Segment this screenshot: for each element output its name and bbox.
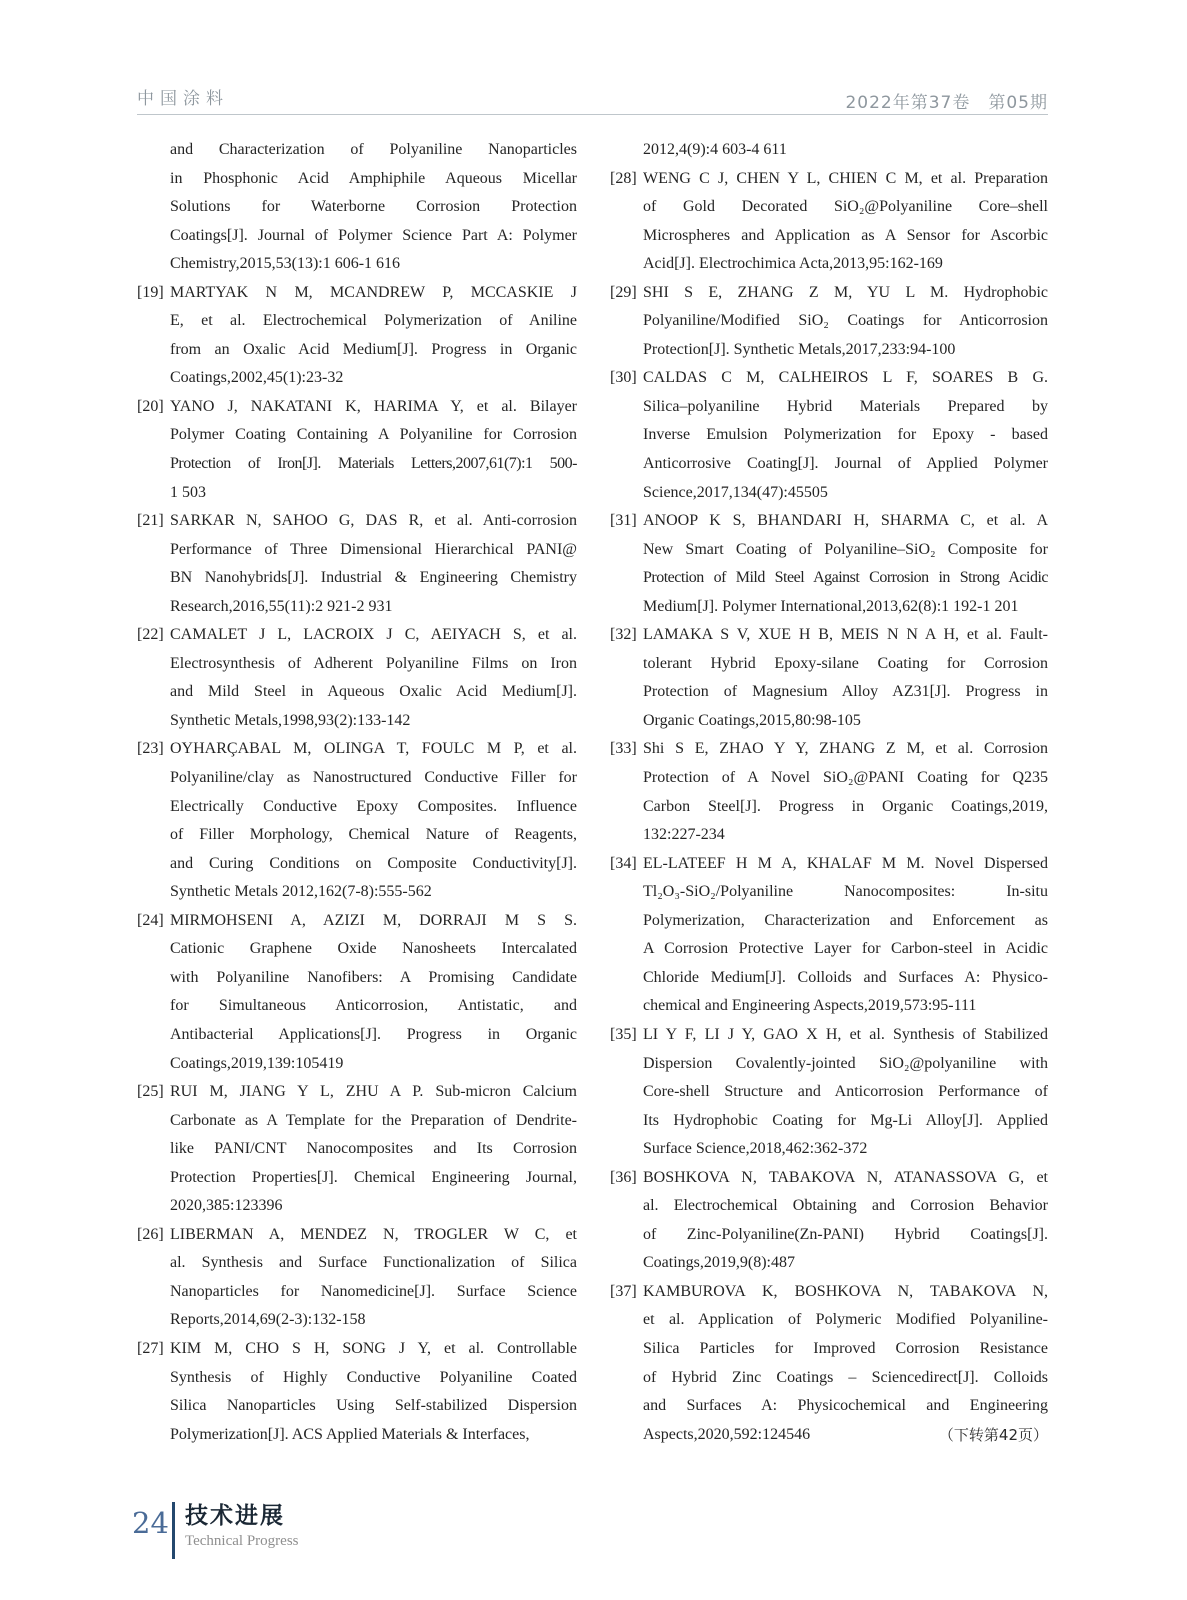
ref-line: and Characterization of Polyaniline Nanoparticles bbox=[170, 141, 577, 158]
ref-line: Solutions for Waterborne Corrosion Protection bbox=[170, 198, 577, 216]
reference-entry bbox=[610, 850, 1048, 1021]
ref-line: WENG C J, CHEN Y L, CHIEN C M, et al. Preparation bbox=[643, 169, 1048, 187]
ref-line: Silica Particles for Improved Corrosion Resistance bbox=[643, 1339, 1048, 1357]
ref-line: 1 503 bbox=[170, 483, 206, 501]
ref-line: ANOOP K S, BHANDARI H, SHARMA C, et al. A bbox=[643, 512, 1048, 530]
ref-line: Protection of A Novel SiO₂@PANI Coating for Q235 bbox=[643, 769, 1048, 787]
footer-divider-bar bbox=[172, 1502, 175, 1559]
reference-entry bbox=[137, 1221, 577, 1335]
ref-line: Coatings[J]. Journal of Polymer Science Part A: Polymer bbox=[170, 226, 577, 244]
ref-line: Science,2017,134(47):45505 bbox=[643, 483, 828, 501]
ref-line: Core-shell Structure and Anticorrosion Performance of bbox=[643, 1083, 1048, 1101]
ref-line: Electrosynthesis of Adherent Polyaniline Films on Iron bbox=[170, 654, 577, 672]
ref-line: Surface Science,2018,462:362-372 bbox=[643, 1140, 868, 1158]
reference-entry bbox=[610, 621, 1048, 735]
ref-line: Silica–polyaniline Hybrid Materials Prepared by bbox=[643, 397, 1048, 415]
reference-entry bbox=[137, 136, 577, 279]
ref-line: BN Nanohybrids[J]. Industrial & Engineering Chemistry bbox=[170, 569, 577, 587]
ref-number: [21] bbox=[137, 512, 164, 530]
ref-line: Research,2016,55(11):2 921-2 931 bbox=[170, 597, 393, 615]
ref-line: MARTYAK N M, MCANDREW P, MCCASKIE J bbox=[170, 283, 577, 301]
ref-line: Synthetic Metals,1998,93(2):133-142 bbox=[170, 711, 411, 729]
ref-line: E, et al. Electrochemical Polymerization of Aniline bbox=[170, 312, 577, 330]
ref-line: Protection[J]. Synthetic Metals,2017,233:94-100 bbox=[643, 340, 956, 358]
references-right-column bbox=[610, 136, 1048, 1449]
ref-number: [26] bbox=[137, 1225, 164, 1243]
reference-entry bbox=[610, 1021, 1048, 1164]
ref-number: [22] bbox=[137, 626, 164, 644]
ref-line: Acid[J]. Electrochimica Acta,2013,95:162-169 bbox=[643, 255, 943, 273]
ref-line: Organic Coatings,2015,80:98-105 bbox=[643, 711, 861, 729]
ref-line: al. Synthesis and Surface Functionalization of Silica bbox=[170, 1254, 577, 1272]
ref-number: [33] bbox=[610, 740, 637, 758]
ref-line: chemical and Engineering Aspects,2019,573:95-111 bbox=[643, 997, 977, 1015]
ref-line: A Corrosion Protective Layer for Carbon-steel in Acidic bbox=[643, 940, 1048, 958]
reference-entry bbox=[137, 1078, 577, 1221]
ref-line: Antibacterial Applications[J]. Progress in Organic bbox=[170, 1025, 577, 1043]
ref-line: CALDAS C M, CALHEIROS L F, SOARES B G. bbox=[643, 369, 1048, 387]
ref-line: Chemistry,2015,53(13):1 606-1 616 bbox=[170, 255, 401, 273]
ref-number: [20] bbox=[137, 397, 164, 415]
ref-line: Medium[J]. Polymer International,2013,62(8):1 192-1 201 bbox=[643, 597, 1019, 615]
ref-line: and Surfaces A: Physicochemical and Engineering bbox=[643, 1397, 1048, 1415]
ref-number: [37] bbox=[610, 1282, 637, 1300]
ref-line: Coatings,2019,9(8):487 bbox=[643, 1254, 795, 1272]
ref-line: Anticorrosive Coating[J]. Journal of Applied Polymer bbox=[643, 455, 1048, 473]
ref-line: KIM M, CHO S H, SONG J Y, et al. Controllable bbox=[170, 1339, 577, 1357]
ref-line: Dispersion Covalently-jointed SiO₂@polyaniline with bbox=[643, 1054, 1048, 1072]
ref-line: Cationic Graphene Oxide Nanosheets Intercalated bbox=[170, 940, 577, 958]
ref-line: MIRMOHSENI A, AZIZI M, DORRAJI M S S. bbox=[170, 911, 577, 929]
ref-line: and Curing Conditions on Composite Conductivity[J]. bbox=[170, 854, 577, 872]
issue-info: 2022年第37卷 第05期 bbox=[845, 93, 1048, 113]
ref-line: et al. Application of Polymeric Modified Polyaniline- bbox=[643, 1311, 1048, 1329]
ref-line: LI Y F, LI J Y, GAO X H, et al. Synthesis of Stabilized bbox=[643, 1025, 1048, 1043]
ref-line: tolerant Hybrid Epoxy-silane Coating for Corrosion bbox=[643, 654, 1048, 672]
ref-line: 2012,4(9):4 603-4 611 bbox=[643, 141, 787, 158]
ref-number: [28] bbox=[610, 169, 637, 187]
reference-entry bbox=[610, 364, 1048, 507]
ref-line: Carbon Steel[J]. Progress in Organic Coatings,2019, bbox=[643, 797, 1048, 815]
ref-line: like PANI/CNT Nanocomposites and Its Corrosion bbox=[170, 1140, 577, 1158]
ref-number: [29] bbox=[610, 283, 637, 301]
reference-entry bbox=[610, 735, 1048, 849]
reference-entry bbox=[610, 1278, 1048, 1449]
ref-line: BOSHKOVA N, TABAKOVA N, ATANASSOVA G, et bbox=[643, 1168, 1048, 1186]
ref-number: [36] bbox=[610, 1168, 637, 1186]
reference-entry bbox=[610, 507, 1048, 621]
ref-line: Carbonate as A Template for the Preparation of Dendrite- bbox=[170, 1111, 577, 1129]
ref-line: Protection of Iron[J]. Materials Letters,2007,61(7):1 500- bbox=[170, 455, 577, 473]
ref-line: Polymerization, Characterization and Enforcement as bbox=[643, 911, 1048, 929]
ref-line: Tl₂O₃-SiO₂/Polyaniline Nanocomposites: In-situ bbox=[643, 883, 1048, 901]
ref-line: Chloride Medium[J]. Colloids and Surfaces A: Physico- bbox=[643, 968, 1048, 986]
ref-line: Coatings,2019,139:105419 bbox=[170, 1054, 344, 1072]
reference-entry bbox=[137, 393, 577, 507]
references-section bbox=[137, 136, 1048, 1449]
ref-line: Protection Properties[J]. Chemical Engineering Journal, bbox=[170, 1168, 577, 1186]
ref-line: RUI M, JIANG Y L, ZHU A P. Sub-micron Calcium bbox=[170, 1083, 577, 1101]
reference-entry bbox=[137, 735, 577, 906]
ref-line: Inverse Emulsion Polymerization for Epoxy - based bbox=[643, 426, 1048, 444]
section-title-zh: 技术进展 bbox=[185, 1503, 285, 1529]
ref-line: Nanoparticles for Nanomedicine[J]. Surface Science bbox=[170, 1282, 577, 1300]
ref-line: SARKAR N, SAHOO G, DAS R, et al. Anti-corrosion bbox=[170, 512, 577, 530]
ref-line: Polyaniline/clay as Nanostructured Conductive Filler for bbox=[170, 769, 577, 787]
ref-line: 132:227-234 bbox=[643, 826, 725, 844]
continued-on-page-note: （下转第42页） bbox=[938, 1425, 1048, 1444]
ref-number: [19] bbox=[137, 283, 164, 301]
page-number: 24 bbox=[132, 1506, 169, 1540]
ref-line: Protection of Magnesium Alloy AZ31[J]. Progress in bbox=[643, 683, 1048, 701]
ref-line: and Mild Steel in Aqueous Oxalic Acid Medium[J]. bbox=[170, 683, 577, 701]
ref-line: LIBERMAN A, MENDEZ N, TROGLER W C, et bbox=[170, 1225, 577, 1243]
ref-line bbox=[643, 1421, 1048, 1450]
ref-line: with Polyaniline Nanofibers: A Promising Candidate bbox=[170, 968, 577, 986]
reference-entry bbox=[137, 507, 577, 621]
reference-entry bbox=[610, 165, 1048, 279]
ref-line: Electrically Conductive Epoxy Composites. Influence bbox=[170, 797, 577, 815]
ref-line: KAMBUROVA K, BOSHKOVA N, TABAKOVA N, bbox=[643, 1282, 1048, 1300]
ref-line: from an Oxalic Acid Medium[J]. Progress in Organic bbox=[170, 340, 577, 358]
ref-line: of Gold Decorated SiO₂@Polyaniline Core–shell bbox=[643, 198, 1048, 216]
ref-line: Shi S E, ZHAO Y Y, ZHANG Z M, et al. Corrosion bbox=[643, 740, 1048, 758]
ref-line: Coatings,2002,45(1):23-32 bbox=[170, 369, 344, 387]
ref-number: [34] bbox=[610, 854, 637, 872]
ref-number: [35] bbox=[610, 1025, 637, 1043]
ref-number: [31] bbox=[610, 512, 637, 530]
ref-line: CAMALET J L, LACROIX J C, AEIYACH S, et al. bbox=[170, 626, 577, 644]
ref-number: [23] bbox=[137, 740, 164, 758]
ref-line: of Zinc-Polyaniline(Zn-PANI) Hybrid Coatings[J]. bbox=[643, 1225, 1048, 1243]
reference-entry bbox=[610, 136, 1048, 165]
ref-line: 2020,385:123396 bbox=[170, 1197, 283, 1215]
ref-number: [30] bbox=[610, 369, 637, 387]
ref-line: LAMAKA S V, XUE H B, MEIS N N A H, et al. Fault- bbox=[643, 626, 1048, 644]
ref-line: Synthesis of Highly Conductive Polyaniline Coated bbox=[170, 1368, 577, 1386]
ref-line: New Smart Coating of Polyaniline–SiO₂ Composite for bbox=[643, 540, 1048, 558]
ref-line-text: Aspects,2020,592:124546 bbox=[643, 1425, 811, 1443]
header-rule bbox=[137, 114, 1048, 115]
ref-number: [32] bbox=[610, 626, 637, 644]
reference-entry bbox=[610, 279, 1048, 365]
ref-line: Polyaniline/Modified SiO₂ Coatings for Anticorrosion bbox=[643, 312, 1048, 330]
references-left-column bbox=[137, 136, 577, 1449]
ref-line: Polymer Coating Containing A Polyaniline for Corrosion bbox=[170, 426, 577, 444]
ref-line: SHI S E, ZHANG Z M, YU L M. Hydrophobic bbox=[643, 283, 1048, 301]
reference-entry bbox=[137, 907, 577, 1078]
reference-entry bbox=[137, 1335, 577, 1449]
ref-line: of Filler Morphology, Chemical Nature of Reagents, bbox=[170, 826, 577, 844]
ref-line: of Hybrid Zinc Coatings – Sciencedirect[J]. Colloids bbox=[643, 1368, 1048, 1386]
section-title-en: Technical Progress bbox=[185, 1533, 299, 1549]
ref-line: Reports,2014,69(2-3):132-158 bbox=[170, 1311, 366, 1329]
ref-line: Its Hydrophobic Coating for Mg-Li Alloy[J]. Applied bbox=[643, 1111, 1048, 1129]
reference-entry bbox=[610, 1164, 1048, 1278]
ref-line: EL-LATEEF H M A, KHALAF M M. Novel Dispersed bbox=[643, 854, 1048, 872]
reference-entry bbox=[137, 621, 577, 735]
reference-entry bbox=[137, 279, 577, 393]
ref-line: Synthetic Metals 2012,162(7-8):555-562 bbox=[170, 883, 432, 901]
ref-line: Protection of Mild Steel Against Corrosion in Strong Acidic bbox=[643, 569, 1048, 587]
ref-line: Polymerization[J]. ACS Applied Materials & Interfaces, bbox=[170, 1425, 530, 1443]
ref-line: Silica Nanoparticles Using Self-stabilized Dispersion bbox=[170, 1397, 577, 1415]
ref-number: [27] bbox=[137, 1339, 164, 1357]
ref-line: Microspheres and Application as A Sensor for Ascorbic bbox=[643, 226, 1048, 244]
ref-line: al. Electrochemical Obtaining and Corrosion Behavior bbox=[643, 1197, 1048, 1215]
ref-number: [25] bbox=[137, 1083, 164, 1101]
ref-line: for Simultaneous Anticorrosion, Antistatic, and bbox=[170, 997, 577, 1015]
ref-line: Performance of Three Dimensional Hierarchical PANI@ bbox=[170, 540, 577, 558]
ref-line: OYHARÇABAL M, OLINGA T, FOULC M P, et al. bbox=[170, 740, 577, 758]
ref-line: in Phosphonic Acid Amphiphile Aqueous Micellar bbox=[170, 169, 577, 187]
journal-name: 中国涂料 bbox=[137, 89, 229, 109]
ref-number: [24] bbox=[137, 911, 164, 929]
ref-line: YANO J, NAKATANI K, HARIMA Y, et al. Bilayer bbox=[170, 397, 577, 415]
